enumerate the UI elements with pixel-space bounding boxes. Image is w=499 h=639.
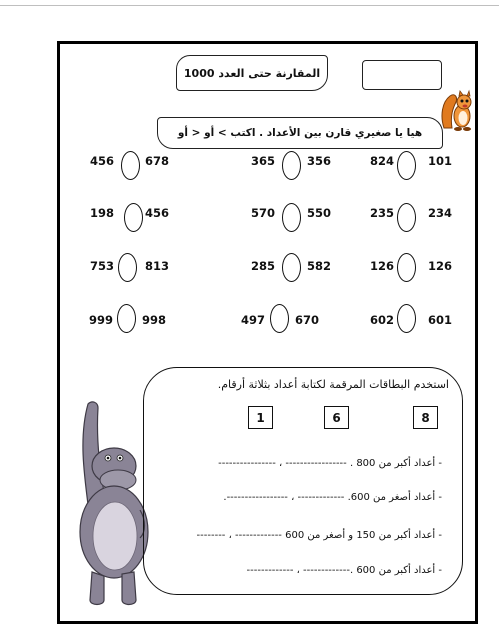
task-line[interactable]: - أعداد أكبر من 600 .------------- ، -------------: [246, 565, 442, 576]
number: 670: [295, 313, 320, 327]
task-line[interactable]: - أعداد أكبر من 800 . ----------------- ، ----------------: [218, 458, 442, 469]
number: 678: [145, 154, 170, 168]
answer-circle[interactable]: [397, 304, 416, 333]
number: 234: [428, 206, 453, 220]
worksheet-title: المقارنة حتى العدد 1000: [176, 55, 328, 91]
answer-circle[interactable]: [282, 253, 301, 282]
name-field-box[interactable]: [362, 60, 442, 90]
answer-circle[interactable]: [282, 151, 301, 180]
answer-circle[interactable]: [121, 151, 140, 180]
number: 285: [251, 259, 276, 273]
instruction-banner: هيا يا صغيري قارن بين الأعداد . اكتب > أو < أو: [157, 117, 443, 149]
number: 456: [145, 206, 170, 220]
number: 198: [90, 206, 115, 220]
number: 813: [145, 259, 170, 273]
number: 570: [251, 206, 276, 220]
task-line[interactable]: - أعداد أصغر من 600. ------------- ، -----------------.: [223, 492, 442, 503]
number: 497: [241, 313, 266, 327]
number: 824: [370, 154, 395, 168]
answer-circle[interactable]: [397, 151, 416, 180]
number-card: 1: [248, 406, 273, 429]
number-card: 6: [324, 406, 349, 429]
number: 456: [90, 154, 115, 168]
number: 101: [428, 154, 453, 168]
number: 998: [142, 313, 167, 327]
answer-circle[interactable]: [282, 203, 301, 232]
top-rule: [0, 5, 499, 6]
number: 126: [370, 259, 395, 273]
number: 602: [370, 313, 395, 327]
answer-circle[interactable]: [117, 304, 136, 333]
number: 601: [428, 313, 453, 327]
cards-panel: [143, 367, 463, 595]
squirrel-illustration: [440, 88, 476, 132]
answer-circle[interactable]: [270, 304, 289, 333]
number: 753: [90, 259, 115, 273]
number: 999: [89, 313, 114, 327]
number: 356: [307, 154, 332, 168]
answer-circle[interactable]: [397, 253, 416, 282]
answer-circle[interactable]: [397, 203, 416, 232]
number-card: 8: [413, 406, 438, 429]
cards-instruction: استخدم البطاقات المرقمة لكتابة أعداد بثلاثة أرقام.: [217, 378, 449, 391]
number: 235: [370, 206, 395, 220]
hippo-illustration: [70, 400, 150, 610]
number: 582: [307, 259, 332, 273]
number: 126: [428, 259, 453, 273]
answer-circle[interactable]: [124, 203, 143, 232]
answer-circle[interactable]: [118, 253, 137, 282]
task-line[interactable]: - أعداد أكبر من 150 و أصغر من 600 ------------- ، --------: [196, 530, 442, 541]
number: 365: [251, 154, 276, 168]
number: 550: [307, 206, 332, 220]
